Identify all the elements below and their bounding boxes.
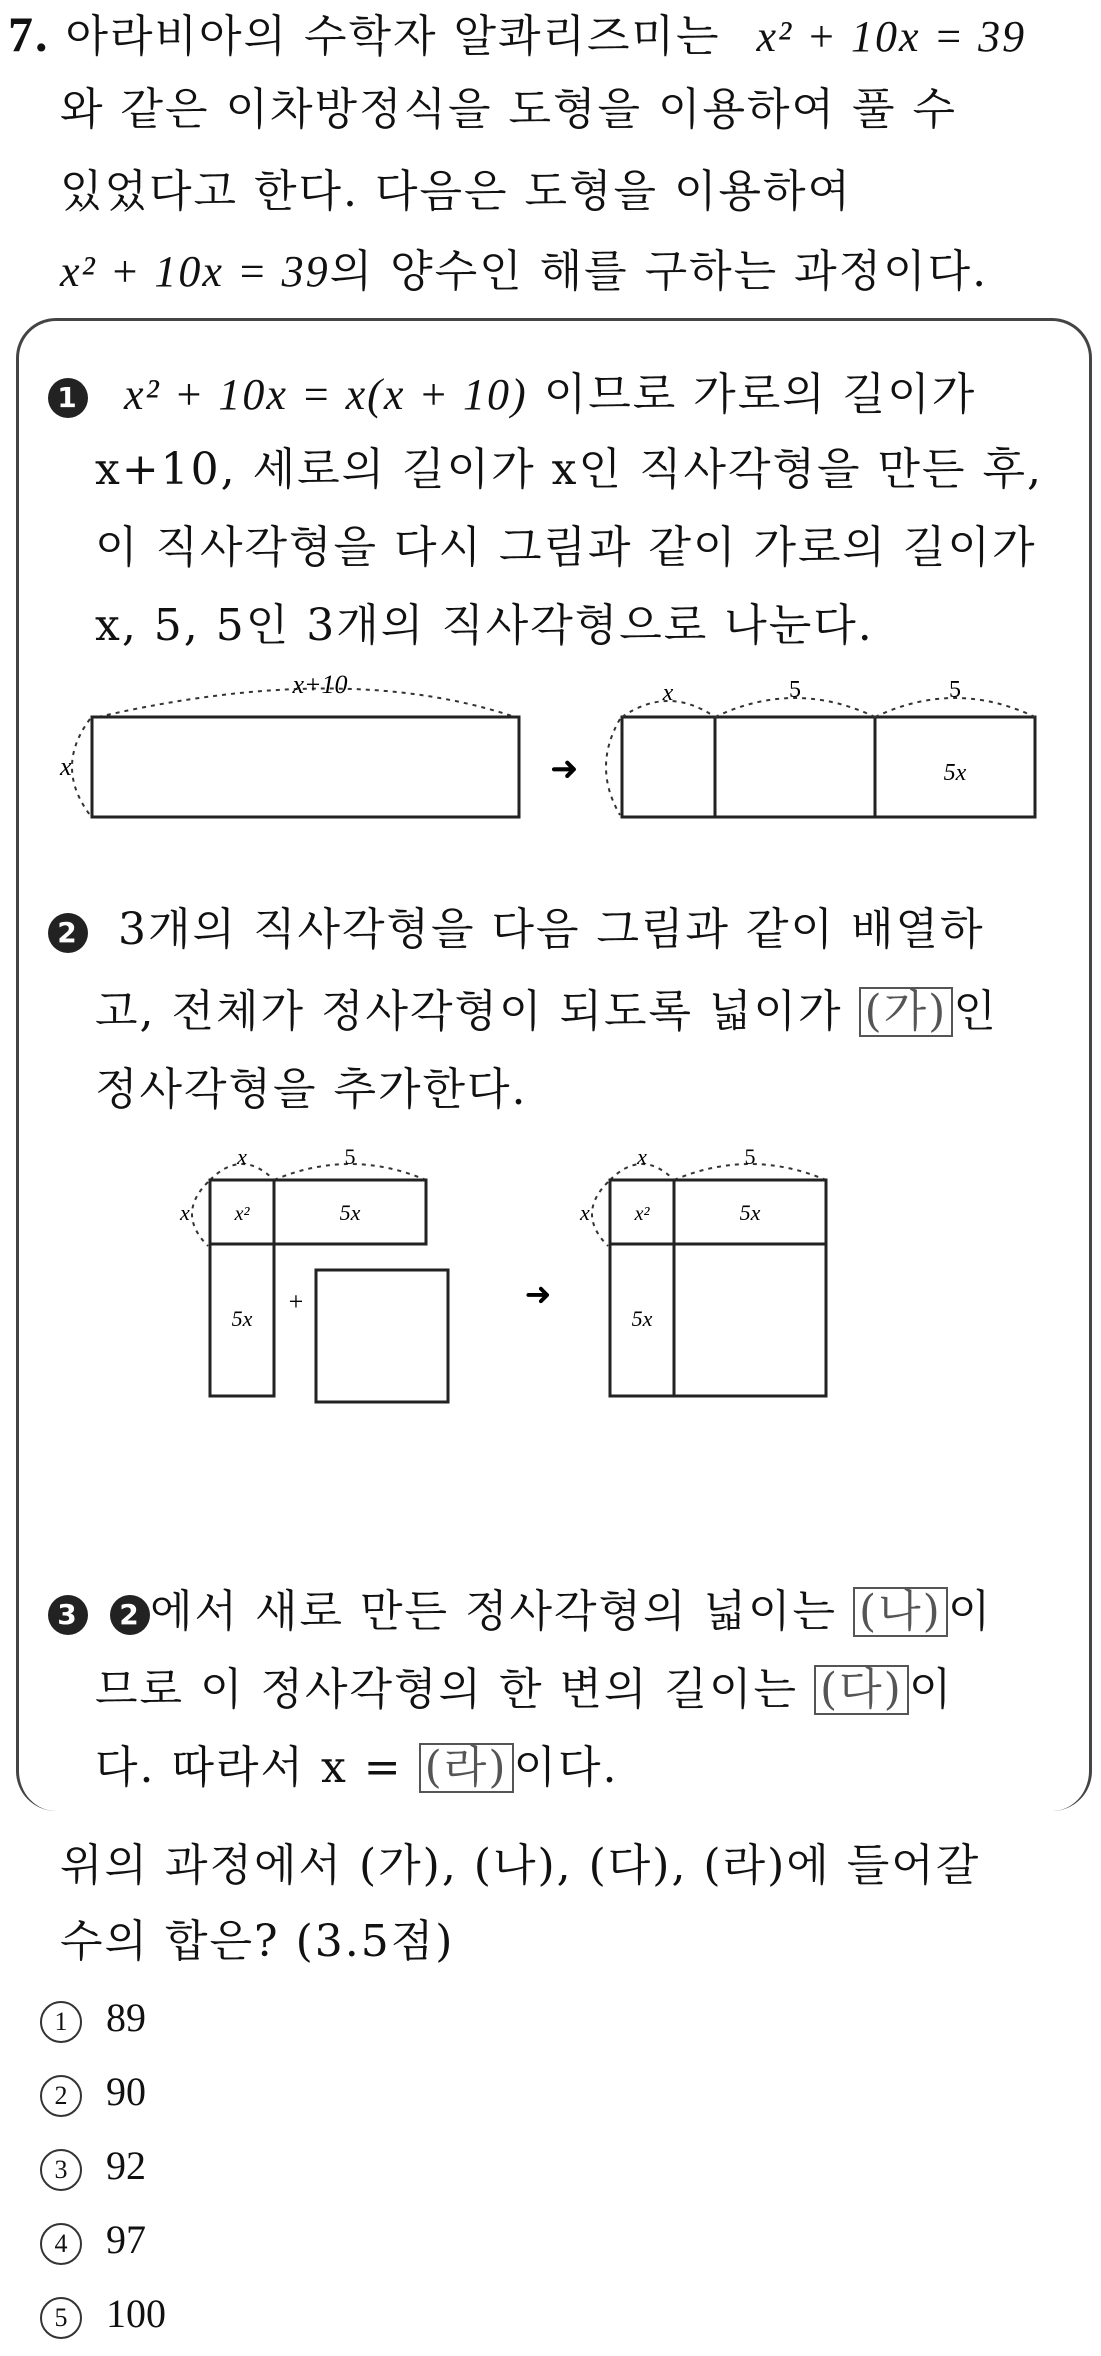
fig2-side-brace	[192, 1182, 208, 1246]
step2-text-1: 3개의 직사각형을 다음 그림과 같이 배열하	[118, 904, 985, 955]
fig1-side-brace-2	[606, 719, 620, 815]
choice-1[interactable]	[40, 1990, 146, 2046]
step3-marker: 3	[48, 1595, 88, 1635]
step2-line-2	[95, 982, 998, 1042]
step3-text-2b: 이	[908, 1664, 954, 1715]
figure-1-rectangles	[40, 665, 1060, 845]
blank-ra: (라)	[419, 1743, 514, 1793]
fig1-seg-5a: 5	[789, 677, 801, 703]
fig1-side-label: x	[60, 752, 72, 781]
fig2-side-x: x	[180, 1200, 190, 1225]
fig2r-side-x: x	[580, 1200, 590, 1225]
fig2r-top-5: 5	[744, 1144, 756, 1169]
fig2-label-x2: x²	[234, 1203, 250, 1225]
fig1-rect-5a	[715, 717, 875, 817]
question-line-1	[8, 4, 1026, 67]
choice-3-mark: 3	[40, 2149, 82, 2191]
fig1-square-x	[622, 717, 715, 817]
fig2-label-5x-right: 5x	[339, 1200, 361, 1225]
question-text-1: 아라비아의 수학자 알콰리즈미는	[65, 11, 721, 62]
choice-4-mark: 4	[40, 2223, 82, 2265]
step1-line-1	[48, 365, 976, 425]
fig2-arrow-icon: ➜	[524, 1276, 552, 1312]
choice-2-value: 90	[106, 2069, 146, 2114]
choice-4-value: 97	[106, 2217, 146, 2262]
prompt-line-1: 위의 과정에서 (가), (나), (다), (라)에 들어갈	[60, 1840, 981, 1891]
fig2r-label-x2: x²	[634, 1203, 650, 1225]
fig1-seg-5b: 5	[949, 677, 961, 703]
equation-1: x² + 10x = 39	[756, 12, 1027, 61]
step2-text-2: 고, 전체가 정사각형이 되도록 넓이가	[95, 986, 843, 1037]
choice-5[interactable]	[40, 2286, 166, 2342]
fig1-seg-x: x	[662, 680, 674, 706]
step3-ref-marker: 2	[110, 1595, 150, 1635]
blank-da: (다)	[814, 1665, 909, 1715]
question-line-2: 와 같은 이차방정식을 도형을 이용하여 풀 수	[60, 84, 957, 135]
choice-3[interactable]	[40, 2138, 146, 2194]
step3-text-2: 므로 이 정사각형의 한 변의 길이는	[95, 1664, 798, 1715]
prompt-line-2: 수의 합은? (3.5점)	[60, 1916, 455, 1967]
fig2r-top-x: x	[637, 1144, 647, 1169]
step3-line-3	[95, 1738, 619, 1798]
fig2-label-5x-bottom: 5x	[231, 1306, 253, 1331]
step2-text-2b: 인	[953, 986, 998, 1037]
step1-equation: x² + 10x = x(x + 10)	[124, 370, 528, 419]
fig1-arrow-icon: ➜	[550, 751, 579, 788]
fig2r-label-5x-bottom: 5x	[631, 1306, 653, 1331]
figure-2-arrangement	[160, 1140, 980, 1500]
step1-line-2: x+10, 세로의 길이가 x인 직사각형을 만든 후,	[95, 444, 1043, 495]
fig2-plus: +	[288, 1287, 304, 1316]
question-text-4: 의 양수인 해를 구하는 과정이다.	[329, 246, 989, 297]
fig2-added-square	[316, 1270, 448, 1402]
step2-line-1	[48, 900, 985, 960]
choice-1-mark: 1	[40, 2001, 82, 2043]
step2-line-3: 정사각형을 추가한다.	[95, 1064, 528, 1115]
step3-text-1b: 이	[947, 1586, 993, 1637]
question-line-4	[60, 242, 988, 302]
step3-line-1	[48, 1582, 992, 1642]
choice-5-value: 100	[106, 2291, 166, 2336]
choice-5-mark: 5	[40, 2297, 82, 2339]
step1-marker: 1	[48, 378, 88, 418]
step1-line-3: 이 직사각형을 다시 그림과 같이 가로의 길이가	[95, 522, 1037, 573]
fig2-top-x: x	[237, 1144, 247, 1169]
choice-4[interactable]	[40, 2212, 146, 2268]
blank-na: (나)	[853, 1587, 948, 1637]
choice-2-mark: 2	[40, 2075, 82, 2117]
fig1-top-label: x+10	[292, 670, 348, 699]
choice-3-value: 92	[106, 2143, 146, 2188]
fig2r-label-5x-right: 5x	[739, 1200, 761, 1225]
step3-text-1: 에서 새로 만든 정사각형의 넓이는	[150, 1586, 837, 1637]
question-line-3: 있었다고 한다. 다음은 도형을 이용하여	[60, 166, 852, 217]
equation-2: x² + 10x = 39	[60, 247, 330, 296]
fig1-big-rectangle	[92, 717, 519, 817]
step3-text-3: 다. 따라서 x =	[95, 1742, 403, 1793]
step3-text-3b: 이다.	[513, 1742, 619, 1793]
step1-line-4: x, 5, 5인 3개의 직사각형으로 나눈다.	[95, 600, 874, 651]
choice-1-value: 89	[106, 1995, 146, 2040]
fig1-side-brace	[72, 719, 90, 815]
choice-2[interactable]	[40, 2064, 146, 2120]
blank-ga: (가)	[859, 987, 954, 1037]
fig2r-side-brace	[592, 1182, 608, 1246]
fig1-inner-5x: 5x	[943, 760, 967, 786]
fig2-top-5: 5	[344, 1144, 356, 1169]
step1-text-1: 이므로 가로의 길이가	[543, 369, 977, 420]
step2-marker: 2	[48, 913, 88, 953]
step3-line-2	[95, 1660, 953, 1720]
question-number: 7.	[8, 6, 50, 62]
